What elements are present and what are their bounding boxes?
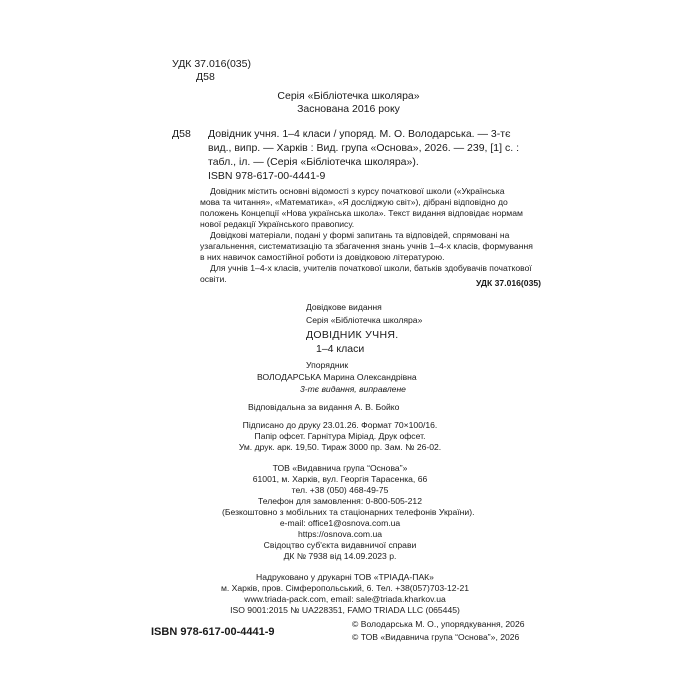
copyright-compiler: © Володарська М. О., упорядкування, 2026 xyxy=(352,619,525,629)
certificate: Свідоцтво суб'єкта видавничої справи xyxy=(263,540,417,550)
catalog-mark: Д58 xyxy=(172,128,191,140)
catalog-line-3: табл., іл. — (Серія «Бібліотечка школяра»). xyxy=(208,156,419,168)
abstract-line: мова та читання», «Математика», «Я досліджую світ»), дібрані відповідно до xyxy=(200,197,508,207)
publisher-website: https://osnova.com.ua xyxy=(297,529,383,539)
print-info: Ум. друк. арк. 19,50. Тираж 3000 пр. Зам. № 26-02. xyxy=(238,442,442,452)
udk-code: УДК 37.016(035) xyxy=(172,58,251,70)
printer-info: ISO 9001:2015 № UA228351, FAMO TRIADA LLC (065445) xyxy=(230,605,460,615)
print-info: Папір офсет. Гарнітура Міріад. Друк офсет. xyxy=(254,431,426,441)
printer-info: www.triada-pack.com, email: sale@triada.kharkov.ua xyxy=(244,594,446,604)
abstract-line: Для учнів 1–4-х класів, учителів початкової школи, батьків здобувачів початкової xyxy=(210,263,532,273)
printer-info: м. Харків, пров. Сімферопольський, 6. Тел. +38(057)703-12-21 xyxy=(220,583,470,593)
publisher-name: ТОВ «Видавнича група “Основа”» xyxy=(272,463,408,473)
author-mark: Д58 xyxy=(196,71,215,83)
abstract-line: положень Концепції «Нова українська школа». Текст видання відповідає нормам xyxy=(200,208,523,218)
printer-info: Надруковано у друкарні ТОВ «ТРІАДА-ПАК» xyxy=(256,572,434,582)
responsible-editor: Відповідальна за видання А. В. Бойко xyxy=(248,402,400,412)
order-phone: Телефон для замовлення: 0-800-505-212 xyxy=(258,496,422,506)
book-title: ДОВІДНИК УЧНЯ. xyxy=(306,329,399,341)
publisher-phone: тел. +38 (050) 468-49-75 xyxy=(291,485,389,495)
print-info: Підписано до друку 23.01.26. Формат 70×100/16. xyxy=(242,420,438,430)
footer-isbn: ISBN 978-617-00-4441-9 xyxy=(151,626,275,638)
edition-type: Довідкове видання xyxy=(306,302,382,312)
abstract-line: Довідник містить основні відомості з курсу початкової школи («Українська xyxy=(210,186,505,196)
edition-note: 3-тє видання, виправлене xyxy=(300,384,406,394)
series-name: Серія «Бібліотечка школяра» xyxy=(277,90,420,102)
series-founded: Заснована 2016 року xyxy=(297,103,400,115)
compiler-name: ВОЛОДАРСЬКА Марина Олександрівна xyxy=(257,372,417,382)
abstract-line: Довідкові матеріали, подані у формі запитань та відповідей, спрямовані на xyxy=(210,230,510,240)
abstract-line: узагальнення, систематизацію та збагачення знань учнів 1–4-х класів, формування xyxy=(200,241,533,251)
publisher-email: e-mail: office1@osnova.com.ua xyxy=(279,518,401,528)
order-note: (Безкоштовно з мобільних та стаціонарних телефонів України). xyxy=(222,507,475,517)
colophon-series: Серія «Бібліотечка школяра» xyxy=(306,315,423,325)
publisher-address: 61001, м. Харків, вул. Георгія Тарасенка, 66 xyxy=(252,474,428,484)
catalog-line-2: вид., випр. — Харків : Вид. група «Основа», 2026. — 239, [1] с. : xyxy=(208,142,519,154)
catalog-isbn: ISBN 978-617-00-4441-9 xyxy=(208,170,326,182)
abstract-line: освіти. xyxy=(200,274,227,284)
abstract-line: в них навичок самостійної роботи із довідковою літературою. xyxy=(200,252,445,262)
copyright-publisher: © ТОВ «Видавнича група “Основа”», 2026 xyxy=(352,632,520,642)
certificate: ДК № 7938 від 14.09.2023 р. xyxy=(283,551,397,561)
compiler-label: Упорядник xyxy=(306,360,349,370)
abstract-line: нової редакції Українського правопису. xyxy=(200,219,355,229)
abstract-udk: УДК 37.016(035) xyxy=(475,278,541,288)
catalog-line-1: Довідник учня. 1–4 класи / упоряд. М. О. Володарська. — 3-тє xyxy=(208,128,511,140)
book-grades: 1–4 класи xyxy=(316,343,365,355)
